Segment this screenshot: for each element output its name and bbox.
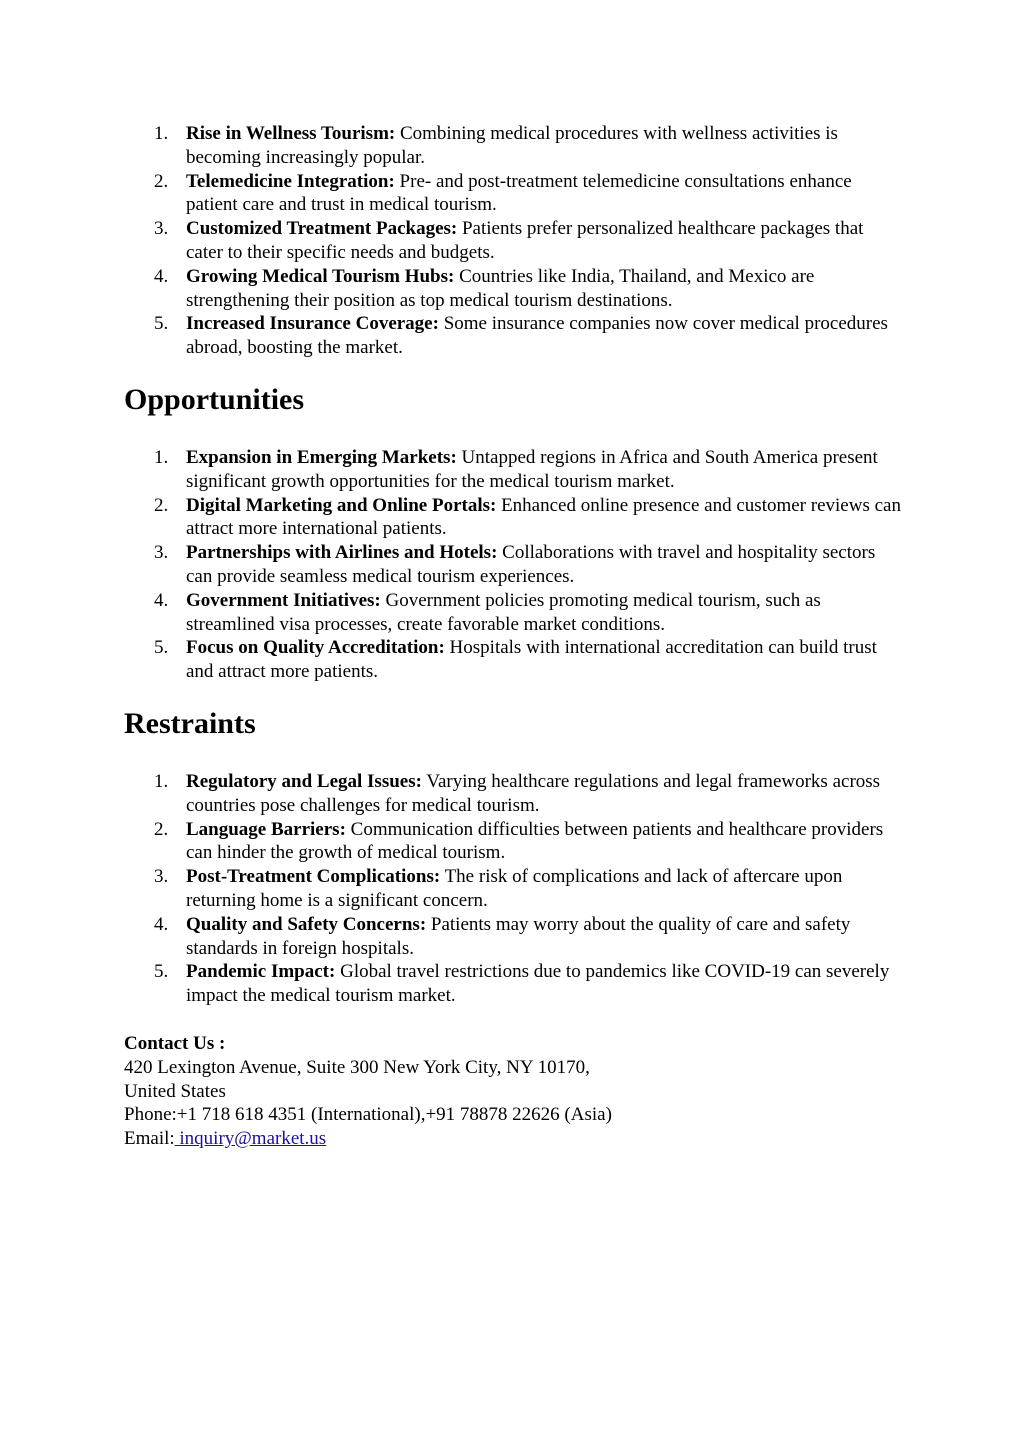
document-page — [124, 122, 904, 1151]
item-text: Patients may worry about the quality of care and safety standards in foreign hospitals. — [186, 913, 851, 959]
list-item — [124, 122, 904, 170]
item-title: Rise in Wellness Tourism: — [186, 123, 396, 144]
item-title: Growing Medical Tourism Hubs: — [186, 265, 455, 287]
item-number: 4. — [154, 265, 169, 287]
list-item — [124, 265, 904, 313]
item-number: 4. — [154, 913, 169, 935]
item-number: 3. — [154, 218, 169, 240]
contact-title: Contact Us : — [124, 1032, 226, 1054]
item-text: Countries like India, Thailand, and Mexico are strengthening their position as top medical tourism destinations. — [186, 265, 815, 311]
item-title: Partnerships with Airlines and Hotels: — [186, 542, 498, 564]
item-title: Expansion in Emerging Markets: — [186, 446, 457, 468]
list-item — [124, 494, 904, 542]
item-text: Global travel restrictions due to pandemics like COVID-19 can severely impact the medical tourism market. — [186, 961, 890, 1007]
item-title: Quality and Safety Concerns: — [186, 913, 427, 935]
item-text: Untapped regions in Africa and South America present significant growth opportunities for the medical tourism market. — [186, 446, 878, 492]
contact-block — [124, 1032, 904, 1151]
trends-list — [124, 122, 904, 360]
item-title: Focus on Quality Accreditation: — [186, 637, 445, 659]
item-text: Government policies promoting medical tourism, such as streamlined visa processes, create favorable market conditions. — [186, 589, 821, 635]
item-title: Increased Insurance Coverage: — [186, 313, 439, 335]
email-link[interactable]: inquiry@market.us — [174, 1128, 327, 1150]
item-number: 2. — [154, 494, 169, 516]
list-item — [124, 312, 904, 360]
contact-phone: Phone:+1 718 618 4351 (International),+91 78878 22626 (Asia) — [124, 1104, 612, 1126]
item-number: 3. — [154, 866, 169, 888]
item-title: Government Initiatives: — [186, 589, 381, 611]
item-number: 1. — [154, 123, 169, 144]
item-text: Combining medical procedures with wellness activities is becoming increasingly popular. — [186, 123, 838, 168]
list-item — [124, 541, 904, 589]
restraints-list — [124, 770, 904, 1008]
item-text: Some insurance companies now cover medical procedures abroad, boosting the market. — [186, 313, 888, 359]
opportunities-heading: Opportunities — [124, 382, 305, 416]
list-item — [124, 446, 904, 494]
item-number: 4. — [154, 589, 169, 611]
item-text: The risk of complications and lack of aftercare upon returning home is a significant concern. — [186, 866, 843, 911]
item-title: Post-Treatment Complications: — [186, 866, 441, 888]
item-title: Regulatory and Legal Issues: — [186, 770, 422, 792]
item-text: Communication difficulties between patients and healthcare providers can hinder the growth of medical tourism. — [186, 818, 884, 864]
item-title: Telemedicine Integration: — [186, 170, 395, 192]
item-text: Enhanced online presence and customer reviews can attract more international patients. — [186, 494, 901, 540]
item-number: 3. — [154, 542, 169, 564]
item-title: Digital Marketing and Online Portals: — [186, 494, 497, 516]
list-item — [124, 217, 904, 265]
item-number: 2. — [154, 170, 169, 192]
contact-email-row — [124, 1127, 904, 1151]
list-item — [124, 770, 904, 818]
item-text: Patients prefer personalized healthcare packages that cater to their specific needs and budgets. — [186, 218, 864, 263]
item-number: 2. — [154, 818, 169, 840]
item-title: Customized Treatment Packages: — [186, 218, 458, 240]
list-item — [124, 170, 904, 218]
contact-address-line2: United States — [124, 1080, 226, 1102]
list-item — [124, 818, 904, 866]
item-text: Varying healthcare regulations and legal frameworks across countries pose challenges for medical tourism. — [186, 770, 881, 816]
item-number: 1. — [154, 446, 169, 468]
list-item — [124, 913, 904, 961]
item-text: Pre- and post-treatment telemedicine consultations enhance patient care and trust in medical tourism. — [186, 170, 852, 216]
list-item — [124, 865, 904, 913]
list-item — [124, 589, 904, 637]
contact-address-line1: 420 Lexington Avenue, Suite 300 New York City, NY 10170, — [124, 1056, 590, 1078]
item-number: 5. — [154, 637, 169, 659]
item-title: Language Barriers: — [186, 818, 346, 840]
list-item — [124, 636, 904, 684]
item-number: 5. — [154, 313, 169, 335]
restraints-heading: Restraints — [124, 706, 256, 740]
item-title: Pandemic Impact: — [186, 961, 336, 983]
item-text: Hospitals with international accreditation can build trust and attract more patients. — [186, 637, 877, 683]
opportunities-list — [124, 446, 904, 684]
item-text: Collaborations with travel and hospitality sectors can provide seamless medical tourism experiences. — [186, 542, 876, 587]
item-number: 5. — [154, 961, 169, 983]
list-item — [124, 960, 904, 1008]
item-number: 1. — [154, 770, 169, 792]
email-label: Email: — [124, 1128, 175, 1150]
